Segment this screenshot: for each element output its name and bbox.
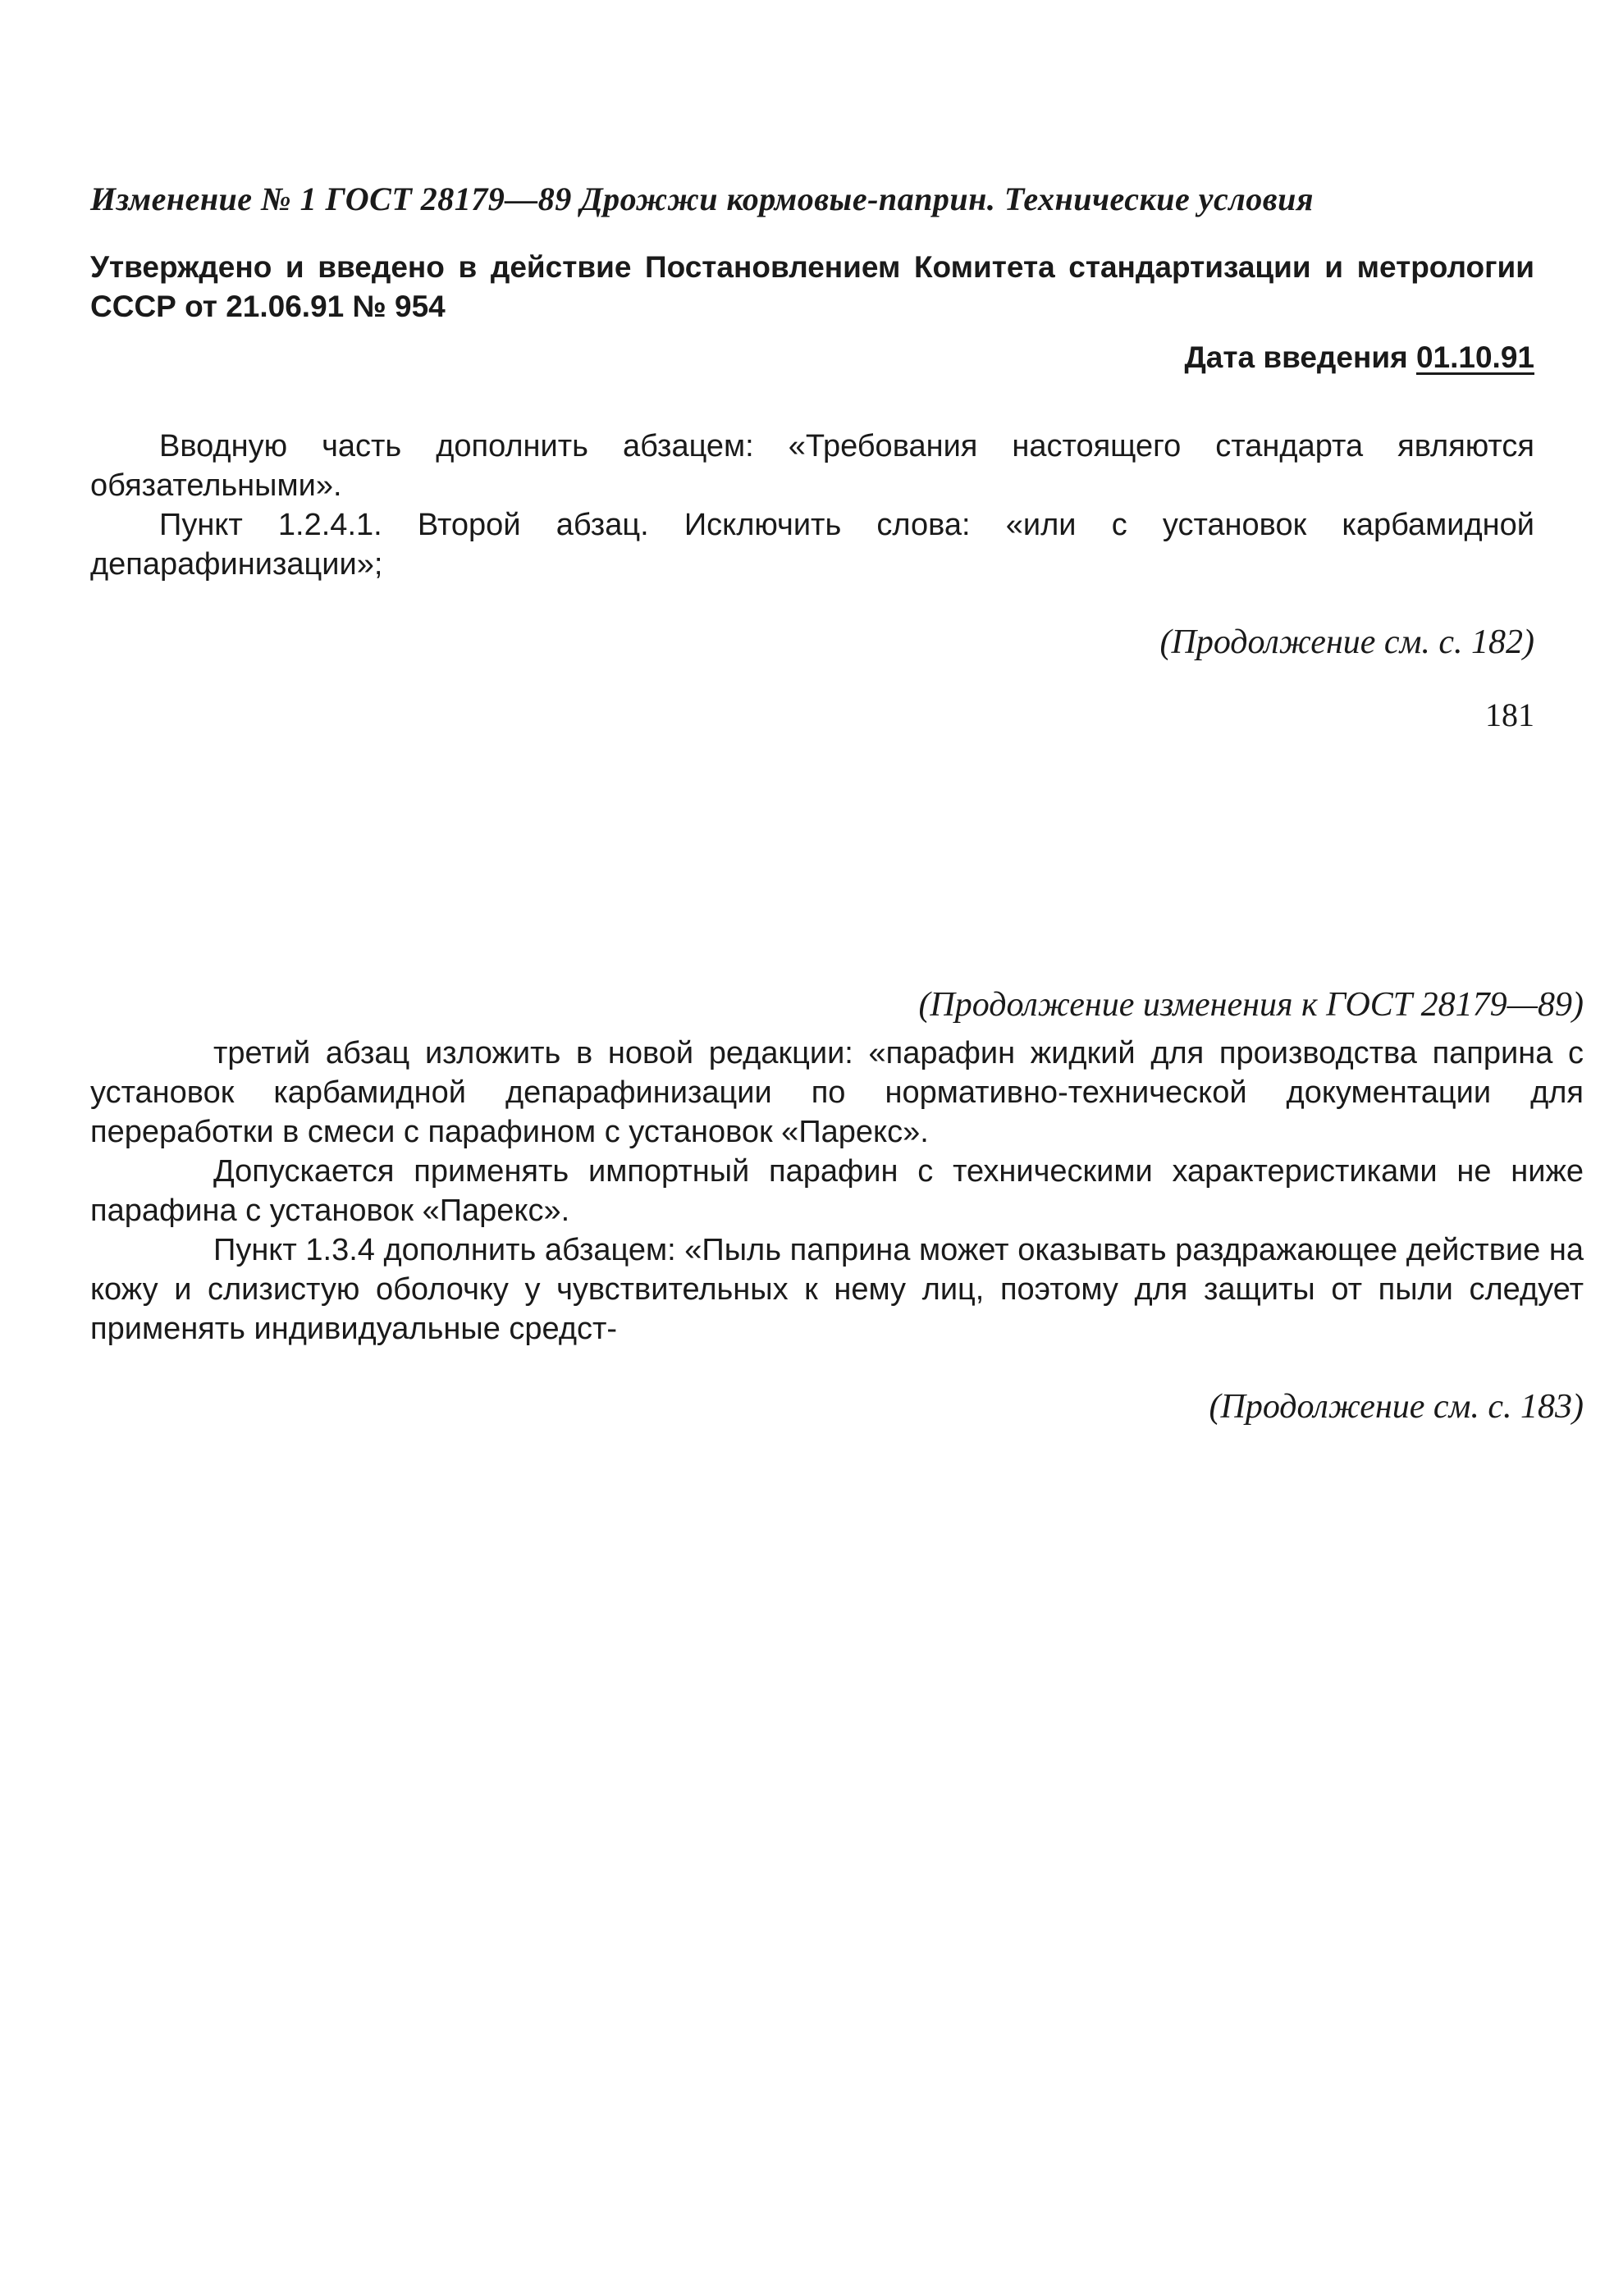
approval-statement: Утверждено и введено в действие Постановлением Комитета стандартизации и метрологии СССР от 21.06.91 № 954 <box>90 250 1534 323</box>
paragraph-clause-1-3-4: Пункт 1.3.4 дополнить абзацем: «Пыль паприна может оказывать раздражающее действие на кожу и слизистую оболочку у чувствительных к нему лиц, поэтому для защиты от пыли следует применять индивидуальные средст- <box>90 1233 1584 1346</box>
introduction-date-label: Дата введения <box>1184 340 1408 374</box>
paragraph-third-abstract: третий абзац изложить в новой редакции: «парафин жидкий для производства паприна с установок карбамидной депарафинизации по нормативно-технической документации для переработки в смеси с парафином с установок «Парекс». <box>90 1036 1584 1149</box>
document-title: Изменение № 1 ГОСТ 28179—89 Дрожжи кормовые-паприн. Технические условия <box>90 180 1315 217</box>
paragraph-import-paraffin: Допускается применять импортный парафин с техническими характеристиками не ниже парафина с установок «Парекс». <box>90 1154 1584 1228</box>
introduction-date-value: 01.10.91 <box>1415 340 1534 374</box>
continuation-note: (Продолжение см. с. 182) <box>1159 623 1534 661</box>
continuation-header: (Продолжение изменения к ГОСТ 28179—89) <box>918 986 1584 1024</box>
introduction-date <box>90 338 1534 377</box>
page-number: 181 <box>1485 696 1534 733</box>
continuation-note-2: (Продолжение см. с. 183) <box>1209 1388 1584 1426</box>
paragraph-clause-1-2-4-1: Пункт 1.2.4.1. Второй абзац. Исключить слова: «или с установок карбамидной депарафинизации»; <box>90 508 1534 582</box>
page-182-fragment <box>90 984 1584 1427</box>
paragraph-intro-addition: Вводную часть дополнить абзацем: «Требования настоящего стандарта являются обязательными». <box>90 429 1534 503</box>
page-181 <box>90 180 1534 734</box>
